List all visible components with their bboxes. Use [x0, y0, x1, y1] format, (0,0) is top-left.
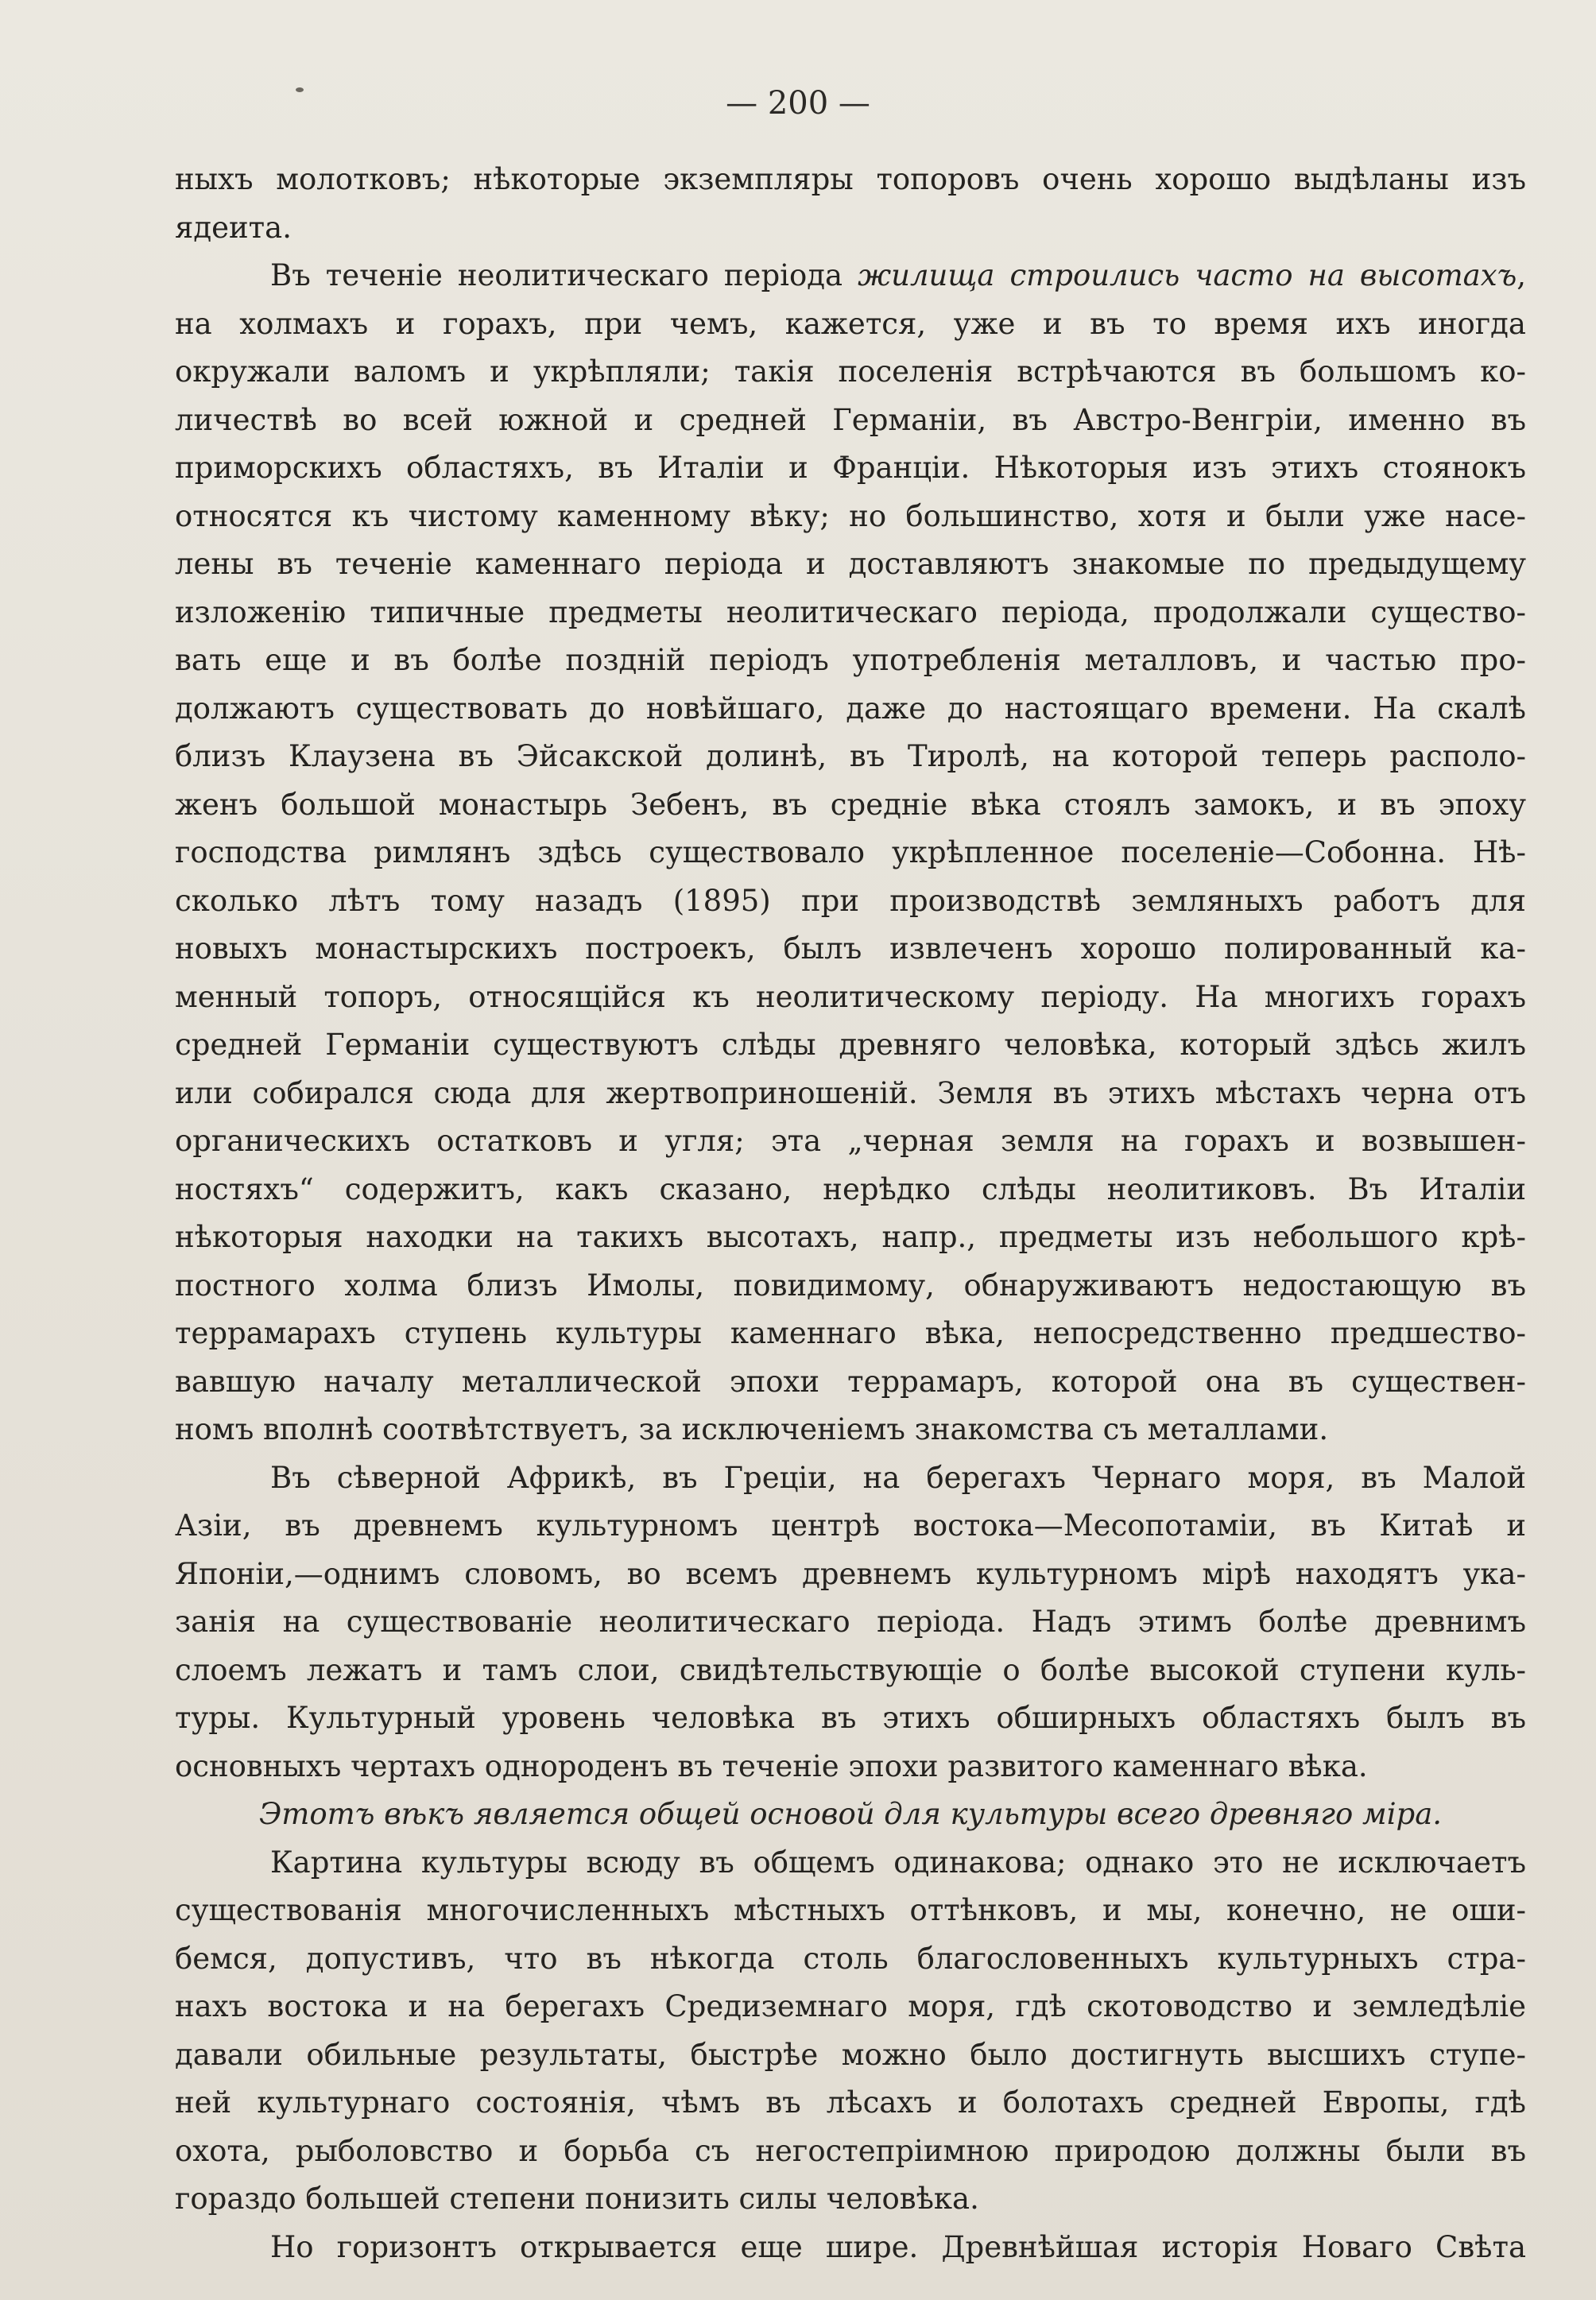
text-line: охота, рыболовство и борьба съ негостепріимною природою должны были въ [175, 2133, 1526, 2168]
text-line: основныхъ чертахъ однороденъ въ теченіе эпохи развитого каменнаго вѣка. [175, 1748, 1368, 1783]
text-line: изложенію типичные предметы неолитическаго періода, продолжали существо- [175, 594, 1526, 629]
page-number: — 200 — [726, 85, 870, 122]
text-line: Но горизонтъ открывается еще шире. Древнѣйшая исторія Новаго Свѣта [270, 2229, 1526, 2264]
text-line: занія на существованіе неолитическаго періода. Надъ этимъ болѣе древнимъ [175, 1605, 1526, 1639]
italic-phrase: жилища строились часто на высотахъ [858, 258, 1517, 292]
text-line: близъ Клаузена въ Эйсакской долинѣ, въ Тиролѣ, на которой теперь располо- [175, 739, 1526, 773]
text-line: туры. Культурный уровень человѣка въ этихъ обширныхъ областяхъ былъ въ [175, 1701, 1526, 1735]
paragraph-italic-statement [175, 1791, 1526, 1839]
text-line: слоемъ лежатъ и тамъ слои, свидѣтельствующіе о болѣе высокой ступени куль- [175, 1652, 1526, 1687]
text-line: Картина культуры всюду въ общемъ одинакова; однако это не исключаетъ [270, 1845, 1526, 1880]
body-text [175, 156, 1526, 2271]
paragraph-culture-picture [175, 1839, 1526, 2224]
text-line-with-italic: Въ теченіе неолитическаго періода жилища строились часто на высотахъ, [270, 258, 1527, 292]
text-line: на холмахъ и горахъ, при чемъ, кажется, уже и въ то время ихъ иногда [175, 306, 1526, 341]
text-line: сколько лѣтъ тому назадъ (1895) при производствѣ земляныхъ работъ для [175, 883, 1526, 918]
paragraph-ancient-world [175, 1454, 1526, 1791]
text-line: господства римлянъ здѣсь существовало укрѣпленное поселеніе—Собонна. Нѣ- [175, 835, 1526, 869]
text-line: личествѣ во всей южной и средней Германіи, въ Австро-Венгріи, именно въ [175, 402, 1526, 437]
text-line: женъ большой монастырь Зебенъ, въ средніе вѣка стоялъ замокъ, и въ эпоху [175, 787, 1526, 822]
text-line: ностяхъ“ содержитъ, какъ сказано, нерѣдко слѣды неолитиковъ. Въ Италіи [175, 1171, 1526, 1206]
text-line: ныхъ молотковъ; нѣкоторые экземпляры топоровъ очень хорошо выдѣланы изъ [175, 162, 1526, 196]
text-line: гораздо большей степени понизить силы человѣка. [175, 2182, 979, 2216]
paragraph-horizon [175, 2224, 1526, 2272]
paragraph-continued [175, 156, 1526, 252]
text-line: давали обильные результаты, быстрѣе можно было достигнуть высшихъ ступе- [175, 2037, 1526, 2072]
text-line: вать еще и въ болѣе поздній періодъ употребленія металловъ, и частью про- [175, 643, 1526, 677]
text-line: новыхъ монастырскихъ построекъ, былъ извлеченъ хорошо полированный ка- [175, 931, 1526, 966]
text-line: Азіи, въ древнемъ культурномъ центрѣ востока—Месопотаміи, въ Китаѣ и [175, 1508, 1526, 1543]
text-line: окружали валомъ и укрѣпляли; такія поселенія встрѣчаются въ большомъ ко- [175, 354, 1526, 389]
text-line: относятся къ чистому каменному вѣку; но большинство, хотя и были уже насе- [175, 498, 1526, 533]
text-line: бемся, допустивъ, что въ нѣкогда столь благословенныхъ культурныхъ стра- [175, 1941, 1526, 1976]
text-line: ней культурнаго состоянія, чѣмъ въ лѣсахъ и болотахъ средней Европы, гдѣ [175, 2085, 1526, 2120]
text-line: приморскихъ областяхъ, въ Италіи и Франціи. Нѣкоторыя изъ этихъ стоянокъ [175, 451, 1526, 485]
text-line: террамарахъ ступень культуры каменнаго вѣка, непосредственно предшество- [175, 1316, 1526, 1350]
text-line: ядеита. [175, 210, 292, 245]
text-line: нахъ востока и на берегахъ Средиземнаго моря, гдѣ скотоводство и земледѣліе [175, 1989, 1526, 2023]
text-line: нѣкоторыя находки на такихъ высотахъ, напр., предметы изъ небольшого крѣ- [175, 1220, 1526, 1254]
text-line: постного холма близъ Имолы, повидимому, обнаруживаютъ недостающую въ [175, 1268, 1526, 1303]
text-line: существованія многочисленныхъ мѣстныхъ оттѣнковъ, и мы, конечно, не оши- [175, 1893, 1526, 1927]
text-line: менный топоръ, относящійся къ неолитическому періоду. На многихъ горахъ [175, 979, 1526, 1014]
text-line: Японіи,—однимъ словомъ, во всемъ древнемъ культурномъ мірѣ находятъ ука- [175, 1556, 1526, 1591]
text-line: номъ вполнѣ соотвѣтствуетъ, за исключеніемъ знакомства съ металлами. [175, 1412, 1329, 1446]
text-line: лены въ теченіе каменнаго періода и доставляютъ знакомые по предыдущему [175, 547, 1526, 581]
italic-statement-line: Этотъ вѣкъ является общей основой для культуры всего древняго міра. [258, 1797, 1443, 1831]
text-line: органическихъ остатковъ и угля; эта „черная земля на горахъ и возвышен- [175, 1124, 1526, 1158]
paragraph-neolithic-dwellings [175, 252, 1526, 1454]
text-line: вавшую началу металлической эпохи террамаръ, которой она въ существен- [175, 1364, 1526, 1399]
text-line: должаютъ существовать до новѣйшаго, даже до настоящаго времени. На скалѣ [175, 691, 1526, 726]
text-line: Въ сѣверной Африкѣ, въ Греціи, на берегахъ Чернаго моря, въ Малой [270, 1460, 1526, 1495]
text-line: средней Германіи существуютъ слѣды древняго человѣка, который здѣсь жилъ [175, 1028, 1526, 1062]
text-line: или собирался сюда для жертвоприношеній. Земля въ этихъ мѣстахъ черна отъ [175, 1075, 1526, 1110]
